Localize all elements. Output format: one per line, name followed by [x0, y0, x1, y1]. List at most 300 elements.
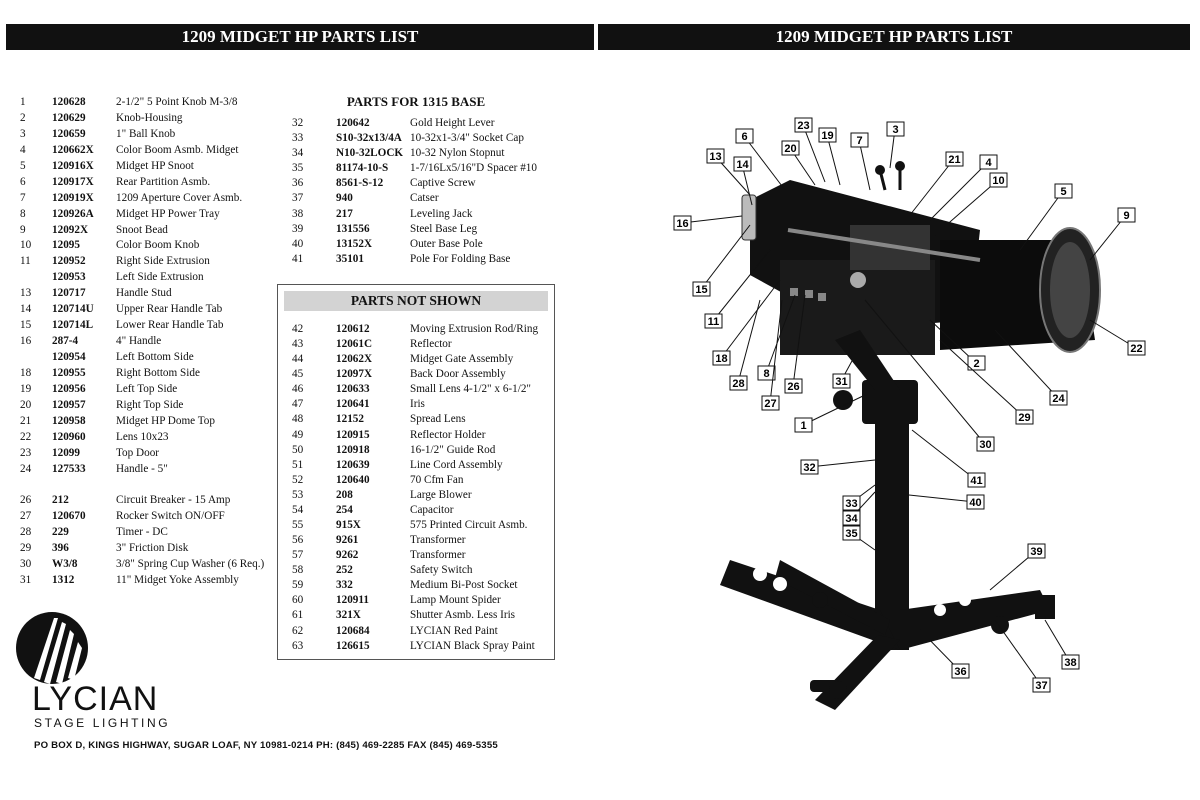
part-code: 120918	[336, 443, 370, 456]
parts-row	[18, 573, 283, 589]
part-number-index: 44	[292, 353, 304, 366]
part-number-index: 29	[20, 542, 32, 555]
parts-row	[18, 414, 283, 430]
part-number-index: 13	[20, 287, 32, 300]
parts-row	[18, 302, 283, 318]
parts-row	[290, 352, 560, 367]
part-description: Left Top Side	[116, 382, 178, 395]
part-code: 120953	[52, 271, 86, 284]
callout-label: 21	[948, 154, 961, 166]
part-code: 12062X	[336, 353, 373, 366]
callout-label: 30	[979, 439, 992, 451]
callout-label: 31	[835, 376, 848, 388]
spot-head	[742, 161, 1100, 410]
part-description: 3" Friction Disk	[116, 542, 189, 555]
base-section-title: PARTS FOR 1315 BASE	[346, 94, 486, 109]
header-left: 1209 MIDGET HP PARTS LIST	[6, 24, 594, 50]
part-code: 120628	[52, 96, 86, 108]
parts-row	[18, 541, 283, 557]
parts-row	[18, 509, 283, 525]
part-description: Midget Gate Assembly	[410, 353, 514, 366]
part-number-index: 59	[292, 579, 304, 592]
part-code: 81174-10-S	[336, 162, 389, 175]
part-code: 12092X	[52, 223, 89, 236]
part-code: 120642	[336, 117, 370, 129]
part-description: Iris	[410, 398, 425, 411]
part-code: 12095	[52, 239, 80, 252]
callout-leader-line	[738, 300, 760, 383]
part-number-index: 58	[292, 564, 304, 577]
part-description: 16-1/2" Guide Rod	[410, 443, 496, 456]
part-description: 10-32x1-3/4" Socket Cap	[410, 132, 524, 145]
part-number-index: 36	[292, 177, 304, 190]
part-code: 120633	[336, 383, 370, 396]
part-description: LYCIAN Red Paint	[410, 624, 498, 637]
part-description: Handle - 5"	[116, 462, 168, 475]
part-code: 12061C	[336, 338, 373, 351]
part-code: 13152X	[336, 237, 373, 250]
part-number-index: 30	[20, 558, 32, 571]
part-number-index: 2	[20, 111, 26, 124]
part-number-index: 45	[292, 368, 304, 381]
part-code: 120714U	[52, 303, 94, 316]
part-number-index: 35	[292, 162, 304, 175]
callout-label: 34	[845, 513, 858, 525]
part-number-index: 51	[292, 458, 304, 471]
parts-row	[290, 503, 560, 518]
part-description: Lower Rear Handle Tab	[116, 319, 224, 332]
part-description: Midget HP Dome Top	[116, 414, 215, 427]
parts-row	[290, 624, 560, 639]
parts-row	[18, 254, 283, 270]
part-number-index: 53	[292, 488, 304, 501]
part-number-index: 40	[292, 237, 304, 250]
part-code: 9261	[336, 534, 359, 547]
parts-row	[290, 337, 560, 352]
lycian-logo-icon	[14, 608, 94, 688]
part-number-index: 20	[20, 398, 32, 411]
part-number-index: 63	[292, 639, 304, 652]
part-description: Knob-Housing	[116, 111, 183, 124]
part-code: 229	[52, 526, 69, 539]
part-number-index: 1	[20, 96, 26, 108]
part-code: 120641	[336, 398, 370, 411]
parts-row	[18, 557, 283, 573]
callout-label: 35	[845, 528, 858, 540]
part-code: 212	[52, 494, 69, 507]
part-number-index: 56	[292, 534, 304, 547]
callout-label: 3	[892, 124, 899, 136]
part-number-index: 55	[292, 519, 304, 532]
parts-row	[290, 443, 560, 458]
callout-label: 40	[969, 497, 982, 509]
part-description: Back Door Assembly	[410, 368, 506, 381]
part-code: 126615	[336, 639, 370, 652]
parts-row	[290, 146, 560, 161]
parts-row	[18, 207, 283, 223]
part-number-index: 43	[292, 338, 304, 351]
parts-row	[290, 116, 560, 131]
parts-row	[18, 127, 283, 143]
part-description: LYCIAN Black Spray Paint	[410, 639, 535, 652]
part-description	[116, 478, 283, 494]
parts-row	[18, 334, 283, 350]
part-number-index: 39	[292, 222, 304, 235]
callout-label: 5	[1060, 186, 1067, 198]
part-description: Spread Lens	[410, 413, 466, 426]
part-code: 9262	[336, 549, 359, 562]
part-description: Right Side Extrusion	[116, 255, 210, 268]
part-number-index: 6	[20, 175, 26, 188]
parts-row	[18, 478, 283, 494]
part-number-index: 19	[20, 382, 32, 395]
part-number-index: 28	[20, 526, 32, 539]
parts-row	[18, 286, 283, 302]
callout-label: 26	[787, 381, 800, 393]
parts-row	[290, 548, 560, 563]
callout-label: 37	[1035, 680, 1048, 692]
callout-label: 14	[736, 159, 749, 171]
callout-label: 15	[695, 284, 708, 296]
part-code: 287-4	[52, 335, 79, 348]
followspot-diagram	[600, 90, 1160, 740]
part-code: 120612	[336, 323, 370, 335]
parts-row	[18, 159, 283, 175]
part-code: 120662X	[52, 143, 94, 156]
part-number-index: 32	[292, 117, 304, 129]
part-number-index: 3	[20, 127, 26, 140]
part-description: Midget HP Snoot	[116, 159, 194, 172]
parts-row	[290, 367, 560, 382]
part-number-index: 24	[20, 462, 32, 475]
callout-label: 32	[803, 462, 816, 474]
part-description: Top Door	[116, 446, 160, 459]
part-description: Steel Base Leg	[410, 222, 478, 235]
parts-list-not-shown	[290, 322, 560, 654]
part-code: 120659	[52, 127, 86, 140]
part-number-index: 27	[20, 510, 32, 523]
parts-list-base	[290, 116, 560, 267]
part-number-index: 46	[292, 383, 304, 396]
part-description: Capacitor	[410, 503, 454, 516]
part-code: 120958	[52, 414, 86, 427]
callout-label: 6	[741, 131, 748, 143]
part-number-index: 42	[292, 323, 304, 335]
parts-row	[290, 131, 560, 146]
part-number-index: 10	[20, 239, 32, 252]
part-code: 396	[52, 542, 69, 555]
part-description: Color Boom Knob	[116, 239, 200, 252]
part-code: 217	[336, 207, 353, 220]
callout-label: 16	[676, 218, 689, 230]
part-number-index: 62	[292, 624, 304, 637]
parts-row	[290, 222, 560, 237]
part-code: 12099	[52, 446, 80, 459]
parts-row	[18, 493, 283, 509]
part-number-index: 54	[292, 503, 304, 516]
brand-tagline: STAGE LIGHTING	[34, 716, 171, 730]
parts-row	[18, 525, 283, 541]
part-code: 8561-S-12	[336, 177, 384, 190]
brand-name: LYCIAN	[32, 680, 159, 718]
part-number-index: 15	[20, 319, 32, 332]
part-description: Pole For Folding Base	[410, 252, 511, 265]
part-number-index: 41	[292, 252, 304, 265]
parts-row	[290, 458, 560, 473]
part-description: Color Boom Asmb. Midget	[116, 143, 239, 156]
parts-row	[290, 608, 560, 623]
parts-row	[18, 223, 283, 239]
parts-row	[18, 398, 283, 414]
callout-leader-line	[721, 280, 780, 358]
part-number-index: 22	[20, 430, 32, 443]
part-number-index: 47	[292, 398, 304, 411]
part-code: 120960	[52, 430, 86, 443]
part-number-index	[18, 350, 52, 366]
part-description: Lamp Mount Spider	[410, 594, 501, 607]
callout-leader-line	[910, 159, 954, 215]
parts-row	[18, 143, 283, 159]
parts-row	[290, 533, 560, 548]
part-number-index: 57	[292, 549, 304, 562]
callout-label: 8	[763, 368, 770, 380]
part-number-index: 49	[292, 428, 304, 441]
part-description: Left Side Extrusion	[116, 271, 204, 284]
part-number-index: 37	[292, 192, 304, 205]
callout-label: 41	[970, 475, 983, 487]
part-description: Rocker Switch ON/OFF	[116, 510, 225, 523]
part-code: 252	[336, 564, 353, 577]
part-code: 208	[336, 488, 353, 501]
part-code: 120952	[52, 255, 86, 268]
parts-row	[290, 161, 560, 176]
callout-leader-line	[809, 460, 875, 467]
part-code: 120956	[52, 382, 86, 395]
parts-row	[290, 412, 560, 427]
parts-row	[18, 238, 283, 254]
part-description: Reflector	[410, 338, 452, 351]
part-description: Midget HP Power Tray	[116, 207, 220, 220]
parts-list-left	[18, 95, 283, 589]
part-description: 2-1/2" 5 Point Knob M-3/8	[116, 96, 238, 108]
part-code: 120916X	[52, 159, 94, 172]
part-number-index: 7	[20, 191, 26, 204]
part-description: Safety Switch	[410, 564, 473, 577]
parts-row	[290, 191, 560, 206]
part-number-index: 61	[292, 609, 304, 622]
part-description: 1" Ball Knob	[116, 127, 176, 140]
part-code: 254	[336, 503, 353, 516]
callout-label: 28	[732, 378, 745, 390]
part-description: Outer Base Pole	[410, 237, 483, 250]
callout-label: 11	[707, 316, 720, 328]
parts-row	[18, 382, 283, 398]
callout-label: 2	[973, 358, 980, 370]
part-description: 575 Printed Circuit Asmb.	[410, 519, 528, 532]
part-number-index: 4	[20, 143, 26, 156]
callout-label: 22	[1130, 343, 1143, 355]
parts-row	[290, 382, 560, 397]
part-description: Captive Screw	[410, 177, 476, 190]
part-code: 12152	[336, 413, 364, 426]
part-code: 120629	[52, 111, 86, 124]
part-code: 1312	[52, 574, 75, 587]
part-description: Catser	[410, 192, 439, 205]
callout-leader-line	[995, 620, 1041, 685]
part-description: Shutter Asmb. Less Iris	[410, 609, 516, 622]
part-code: 12097X	[336, 368, 373, 381]
part-description: 10-32 Nylon Stopnut	[410, 147, 505, 160]
callout-label: 23	[797, 120, 810, 132]
part-code: 120717	[52, 287, 86, 300]
part-code: 120670	[52, 510, 86, 523]
parts-row	[18, 462, 283, 478]
part-description: Upper Rear Handle Tab	[116, 303, 223, 316]
parts-row	[18, 430, 283, 446]
part-number-index: 31	[20, 574, 32, 587]
part-number-index: 5	[20, 159, 26, 172]
callout-label: 13	[709, 151, 722, 163]
part-number-index: 14	[20, 303, 32, 316]
callout-label: 19	[821, 130, 834, 142]
part-description: Transformer	[410, 549, 466, 562]
header-right: 1209 MIDGET HP PARTS LIST	[598, 24, 1190, 50]
parts-row	[18, 191, 283, 207]
part-code	[52, 478, 116, 494]
part-number-index: 26	[20, 494, 32, 507]
parts-row	[290, 322, 560, 337]
part-number-index: 18	[20, 366, 32, 379]
part-number-index: 38	[292, 207, 304, 220]
company-address: PO BOX D, KINGS HIGHWAY, SUGAR LOAF, NY 10981-0214 PH: (845) 469-2285 FAX (845) 469-5355	[34, 740, 498, 751]
part-description: Snoot Bead	[116, 223, 168, 236]
part-code: 120955	[52, 366, 86, 379]
part-description: Leveling Jack	[410, 207, 473, 220]
parts-row	[290, 428, 560, 443]
part-number-index: 9	[20, 223, 26, 236]
callout-label: 24	[1052, 393, 1065, 405]
part-code: 120639	[336, 458, 370, 471]
parts-row	[290, 563, 560, 578]
part-number-index: 34	[292, 147, 304, 160]
part-code: 127533	[52, 462, 86, 475]
part-code: 120954	[52, 351, 86, 363]
part-code: 321X	[336, 609, 361, 622]
callout-label: 36	[954, 666, 967, 678]
parts-row	[290, 578, 560, 593]
part-description: Reflector Holder	[410, 428, 486, 441]
part-number-index: 23	[20, 446, 32, 459]
part-code: 35101	[336, 252, 364, 265]
part-description: 11" Midget Yoke Assembly	[116, 574, 239, 587]
part-code: 940	[336, 192, 353, 205]
part-description: Handle Stud	[116, 287, 172, 300]
callout-label: 29	[1018, 412, 1031, 424]
parts-row	[18, 175, 283, 191]
part-description: Left Bottom Side	[116, 351, 194, 363]
callout-label: 27	[764, 398, 777, 410]
part-code: 131556	[336, 222, 370, 235]
parts-row	[18, 350, 283, 366]
callout-label: 33	[845, 498, 858, 510]
part-code: 120917X	[52, 175, 94, 188]
callout-leader-line	[912, 430, 976, 480]
part-code: S10-32x13/4A	[336, 132, 402, 145]
parts-row	[290, 639, 560, 654]
part-description: Rear Partition Asmb.	[116, 175, 211, 188]
callout-label: 1	[800, 420, 807, 432]
part-number-index: 48	[292, 413, 304, 426]
base-stand	[720, 380, 1055, 710]
part-description: 4" Handle	[116, 335, 162, 348]
callout-label: 10	[992, 175, 1005, 187]
part-number-index: 11	[20, 255, 31, 268]
parts-row	[290, 518, 560, 533]
part-description: Circuit Breaker - 15 Amp	[116, 494, 231, 507]
part-description: Right Bottom Side	[116, 366, 200, 379]
part-number-index: 16	[20, 335, 32, 348]
part-description: 3/8" Spring Cup Washer (6 Req.)	[116, 558, 265, 571]
parts-row	[18, 270, 283, 286]
parts-row	[290, 237, 560, 252]
part-number-index: 60	[292, 594, 304, 607]
part-description: 1209 Aperture Cover Asmb.	[116, 191, 243, 204]
parts-row	[290, 176, 560, 191]
parts-row	[290, 207, 560, 222]
part-code: 120926A	[52, 207, 94, 220]
part-number-index: 8	[20, 207, 26, 220]
part-description: Large Blower	[410, 488, 472, 501]
part-number-index: 50	[292, 443, 304, 456]
callout-leader-line	[930, 162, 988, 220]
part-description: 1-7/16Lx5/16"D Spacer #10	[410, 162, 537, 175]
part-code: 120919X	[52, 191, 94, 204]
part-code: 120714L	[52, 319, 94, 332]
part-number-index: 52	[292, 473, 304, 486]
part-description: Line Cord Assembly	[410, 458, 503, 471]
part-number-index: 21	[20, 414, 32, 427]
parts-row	[18, 446, 283, 462]
part-description: Lens 10x23	[116, 430, 169, 443]
parts-row	[290, 473, 560, 488]
part-code: W3/8	[52, 558, 78, 571]
parts-row	[290, 252, 560, 267]
part-description: Timer - DC	[116, 526, 168, 539]
callout-leader-line	[701, 225, 750, 289]
part-description: Transformer	[410, 534, 466, 547]
callout-label: 4	[985, 157, 992, 169]
not-shown-title: PARTS NOT SHOWN	[284, 291, 548, 311]
part-code: 120915	[336, 428, 370, 441]
part-code: 120684	[336, 624, 370, 637]
callout-leader-line	[909, 495, 975, 502]
part-description: Gold Height Lever	[410, 117, 495, 129]
part-description: Right Top Side	[116, 398, 184, 411]
part-description: Moving Extrusion Rod/Ring	[410, 323, 539, 335]
callout-leader-line	[713, 250, 770, 321]
part-number-index: 33	[292, 132, 304, 145]
part-description: Small Lens 4-1/2" x 6-1/2"	[410, 383, 531, 396]
part-code: N10-32LOCK	[336, 147, 404, 160]
part-code: 915X	[336, 519, 361, 532]
part-description: 70 Cfm Fan	[410, 473, 464, 486]
part-description: Medium Bi-Post Socket	[410, 579, 518, 592]
part-code: 120957	[52, 398, 86, 411]
part-code: 120640	[336, 473, 370, 486]
callout-label: 20	[784, 143, 797, 155]
callout-label: 39	[1030, 546, 1043, 558]
callout-label: 18	[715, 353, 728, 365]
